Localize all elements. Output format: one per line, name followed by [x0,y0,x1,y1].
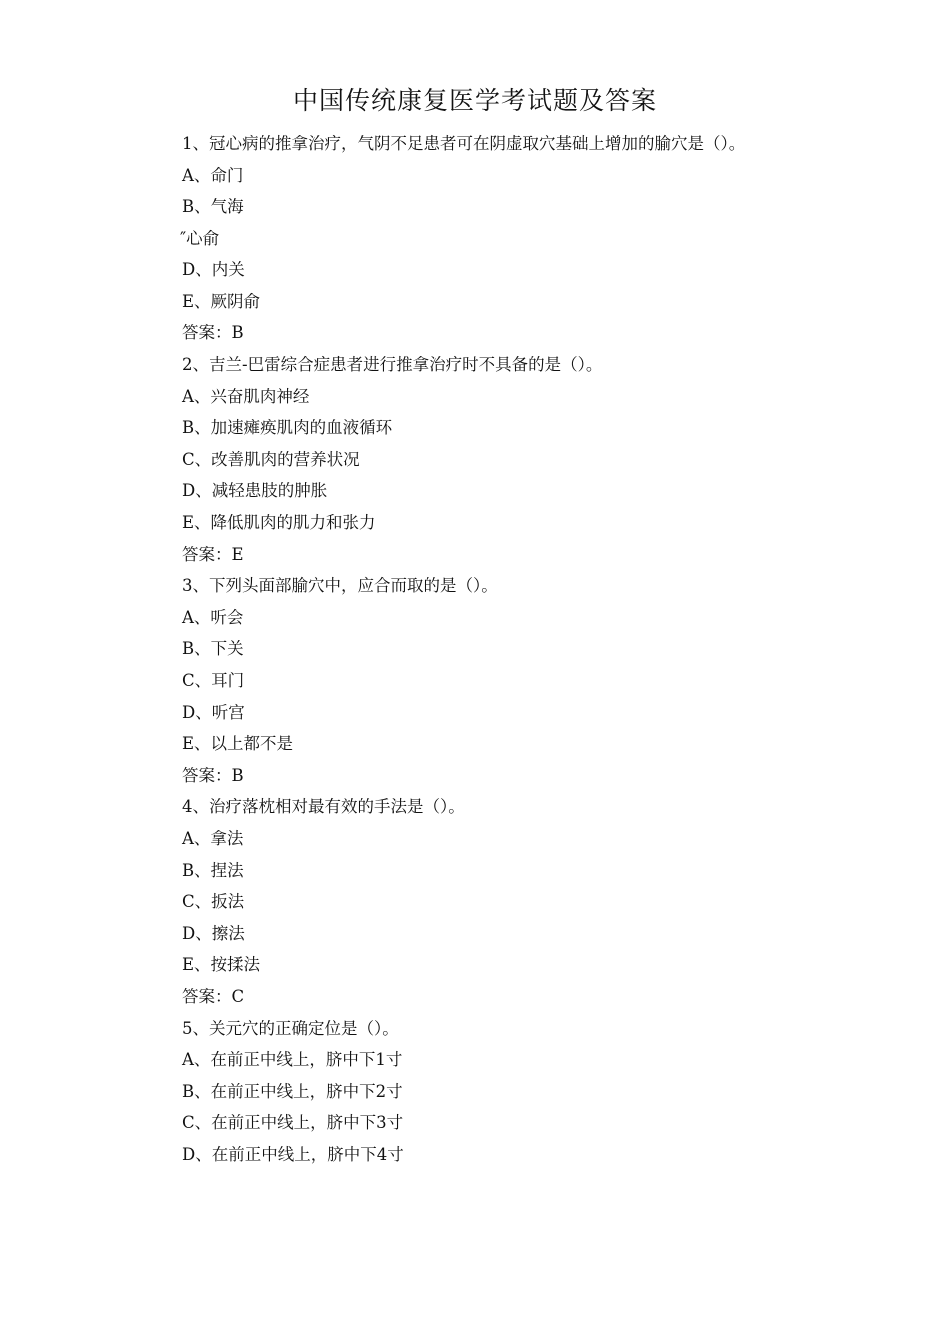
option-c: ″心俞 [180,228,220,248]
option-d: D、内关 [182,260,245,280]
option-c: C、改善肌肉的营养状况 [182,449,360,469]
option-a: A、在前正中线上，脐中下1寸 [182,1050,403,1070]
option-d: D、在前正中线上，脐中下4寸 [182,1144,404,1164]
option-d: D、减轻患肢的肿胀 [182,481,328,501]
option-b: B、气海 [182,197,244,217]
option-e: E、以上都不是 [182,734,294,754]
option-c: C、耳门 [182,671,245,690]
option-a: A、兴奋肌肉神经 [182,386,310,406]
option-a: A、听会 [182,607,244,627]
question-stem: 5、关元穴的正确定位是（）。 [182,1018,399,1038]
option-b: B、加速瘫痪肌肉的血液循环 [182,418,393,438]
option-a: A、拿法 [182,828,244,848]
option-a: A、命门 [182,165,244,185]
option-b: B、下关 [182,639,244,659]
answer: 答案：B [182,323,244,343]
answer: 答案：E [182,544,244,564]
question-4 [148,791,768,1012]
question-stem: 3、下列头面部腧穴中，应合而取的是（）。 [182,576,498,596]
question-3 [148,570,768,791]
question-1 [148,128,768,349]
question-stem: 1、冠心病的推拿治疗，气阴不足患者可在阴虚取穴基础上增加的腧穴是（）。 [182,134,746,153]
question-list [148,128,768,1171]
option-b: B、在前正中线上，脐中下2寸 [182,1081,403,1101]
answer: 答案：B [182,765,244,785]
question-stem: 4、治疗落枕相对最有效的手法是（）。 [182,797,465,817]
option-e: E、降低肌肉的肌力和张力 [182,513,376,533]
option-b: B、捏法 [182,860,244,880]
option-d: D、擦法 [182,923,245,943]
option-c: C、扳法 [182,892,245,912]
question-5 [148,1013,768,1171]
document-title: 中国传统康复医学考试题及答案 [292,86,657,115]
option-c: C、在前正中线上，脐中下3寸 [182,1113,404,1133]
option-e: E、按揉法 [182,955,261,975]
option-d: D、听宫 [182,702,245,722]
question-stem: 2、吉兰-巴雷综合症患者进行推拿治疗时不具备的是（）。 [182,355,603,375]
option-e: E、厥阴俞 [182,291,261,311]
question-2 [148,349,768,570]
answer: 答案：C [182,986,245,1006]
